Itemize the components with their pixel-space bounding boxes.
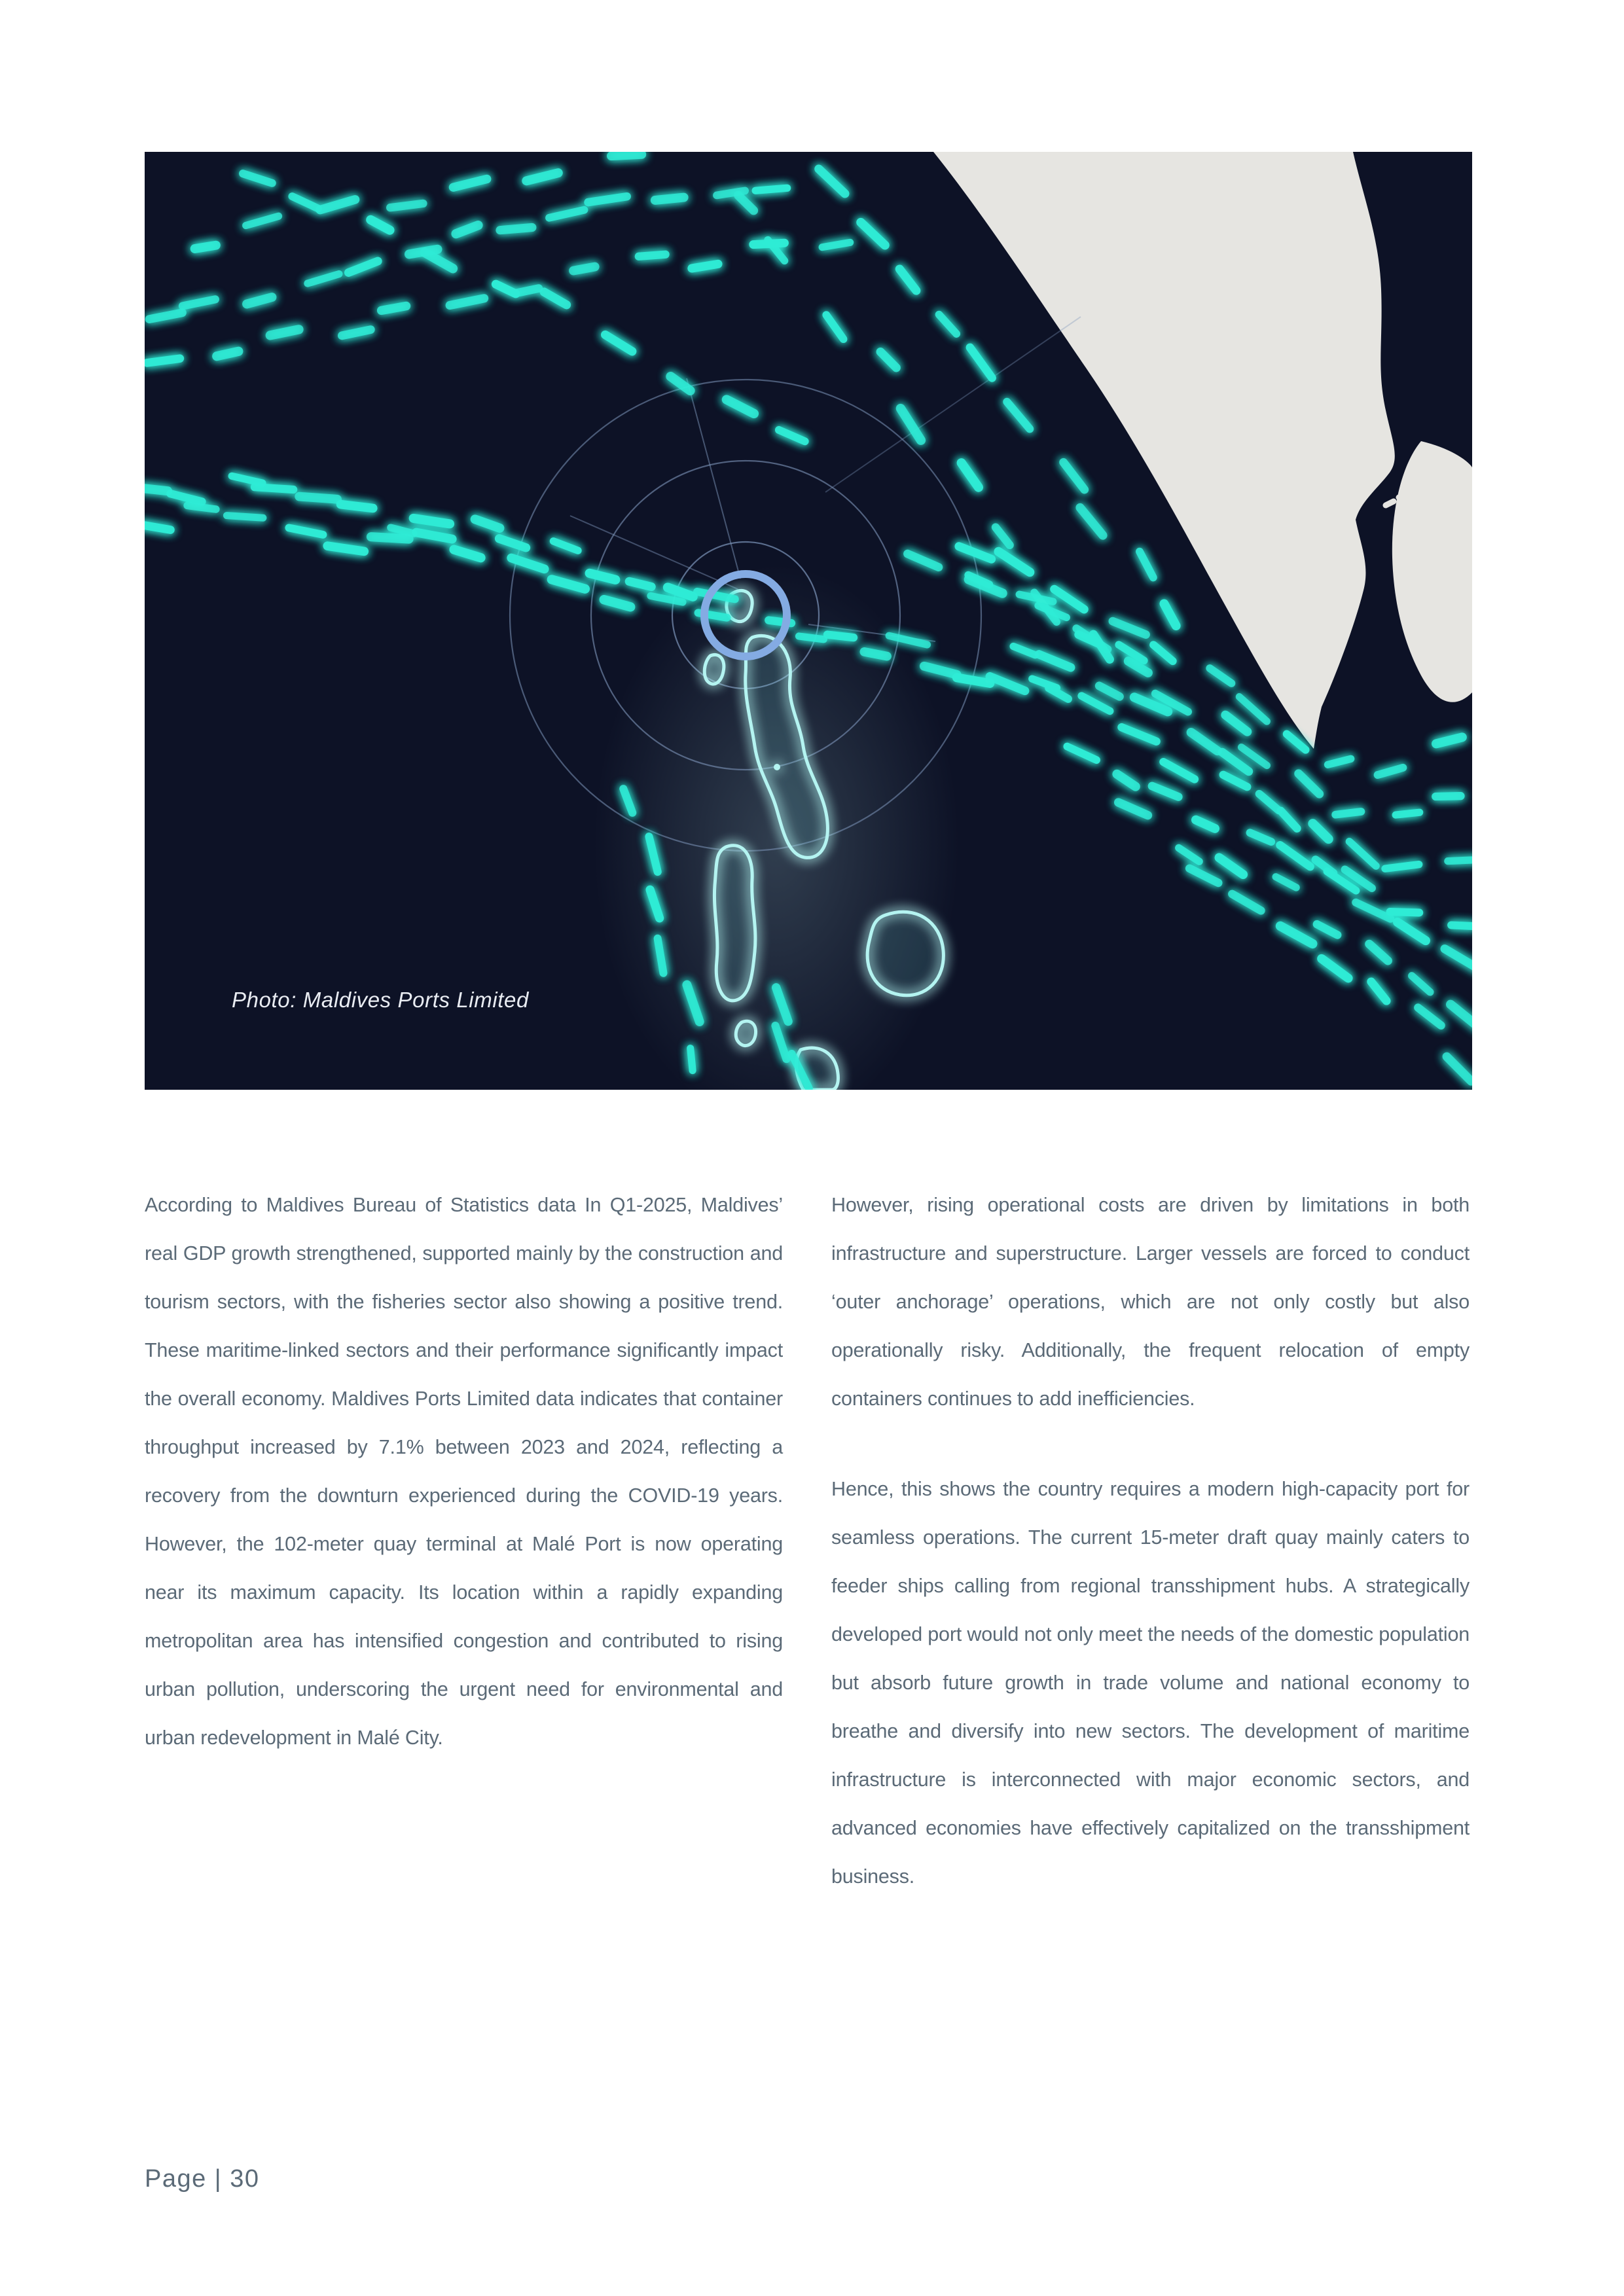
ship-track-dash (145, 488, 168, 491)
ship-track-dash (691, 1049, 693, 1071)
ship-track-dash (799, 636, 824, 639)
ship-track-dash (414, 518, 450, 524)
article-body (145, 1181, 1470, 1901)
ship-track-dash (590, 573, 616, 580)
paragraph: However, rising operational costs are driven by limitations in both infrastructure and superstructure. Larger vessels are forced to conduct ‘outer anchorage’ operations, which are not only costly but also operationally risky. Additionally, the frequent relocation of empty containers continues to add inefficiencies. (831, 1194, 1470, 1410)
article-column-left (145, 1181, 783, 1901)
ship-track-dash (1396, 812, 1420, 815)
ship-track-dash (255, 487, 293, 490)
page-footer (145, 2165, 260, 2193)
ship-track-dash (1435, 796, 1460, 797)
ship-track-dash (147, 359, 180, 363)
article-column-right (831, 1181, 1470, 1901)
ship-track-dash (573, 267, 595, 271)
page-number: Page | 30 (145, 2165, 260, 2193)
ship-track-dash (342, 330, 370, 336)
ship-track-dash (299, 497, 337, 499)
ship-track-dash (655, 198, 684, 200)
ship-track-dash (822, 242, 850, 247)
ship-track-dash (864, 652, 887, 656)
ship-track-dash (187, 505, 216, 509)
maritime-traffic-map (145, 152, 1472, 1090)
ship-track-dash (390, 204, 423, 207)
paragraph: Hence, this shows the country requires a modern high-capacity port for seamless operations. The current 15-meter draft quay mainly caters to feeder ships calling from regional transshipment hubs. A strategically developed port would not only meet the needs of the domestic population but absorb future growth in trade volume and national economy to breathe and diversify into new sectors. The development of maritime infrastructure is interconnected with major economic sectors, and advanced economies have effectively capitalized on the transshipment business. (831, 1478, 1470, 1888)
ship-track-dash (226, 516, 263, 518)
ship-track-dash (341, 505, 373, 509)
ship-track-dash (217, 351, 238, 356)
ship-track-dash (270, 329, 299, 335)
ship-track-dash (1335, 812, 1361, 815)
ship-track-dash (1448, 860, 1472, 861)
map-graphic (145, 152, 1472, 1090)
ship-track-dash (371, 537, 409, 539)
ship-track-dash (327, 546, 364, 551)
ship-track-dash (827, 635, 854, 638)
ship-track-dash (195, 245, 216, 249)
ship-track-dash (1385, 865, 1419, 869)
paragraph: According to Maldives Bureau of Statistics data In Q1-2025, Maldives’ real GDP growth strengthened, supported mainly by the construction and tourism sectors, with the fisheries sector also showing a positive trend. These maritime-linked sectors and their performance significantly impact the overall economy. Maldives Ports Limited data indicates that container throughput increased by 7.1% between 2023 and 2024, reflecting a recovery from the downturn experienced during the COVID-19 years. However, the 102-meter quay terminal at Malé Port is now operating near its maximum capacity. Its location within a rapidly expanding metropolitan area has intensified congestion and contributed to rising urban pollution, underscoring the urgent need for environmental and urban redevelopment in Malé City. (145, 1194, 783, 1749)
ship-track-dash (500, 228, 532, 230)
ship-track-dash (588, 196, 627, 202)
ship-track-dash (1436, 737, 1462, 744)
photo-credit: Photo: Maldives Ports Limited (232, 988, 529, 1012)
ship-track-dash (382, 306, 406, 311)
ship-track-dash (145, 525, 170, 529)
ship-track-dash (639, 255, 666, 257)
ship-track-dash (629, 581, 651, 586)
ship-track-dash (755, 188, 787, 190)
ship-track-dash (692, 264, 718, 268)
ship-track-dash (611, 154, 642, 156)
ship-track-dash (957, 677, 990, 683)
ship-track-dash (1451, 925, 1472, 927)
